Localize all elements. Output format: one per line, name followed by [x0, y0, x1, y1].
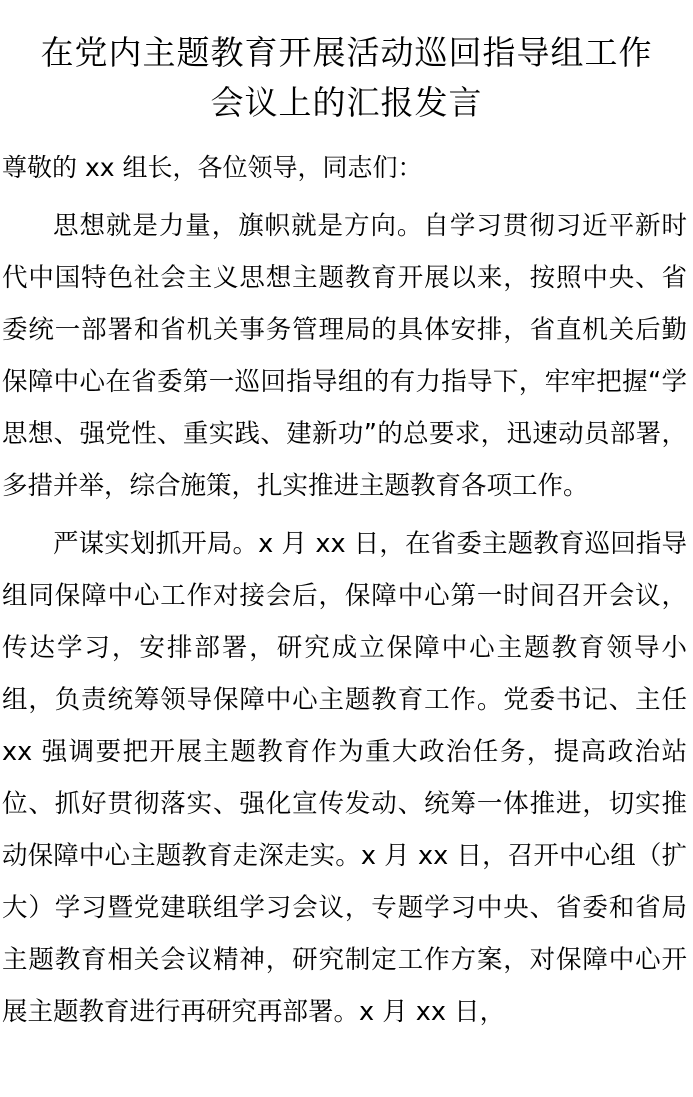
- title-line-2: 会议上的汇报发言: [210, 83, 483, 122]
- greeting: 尊敬的 xx 组长，各位领导，同志们：: [2, 153, 423, 182]
- document-title: [0, 0, 693, 128]
- title-line-1: 在党内主题教育开展活动巡回指导组工作: [40, 33, 653, 72]
- paragraph-intro: 思想就是力量，旗帜就是方向。自学习贯彻习近平新时代中国特色社会主义思想主题教育开展以来，按照中央、省委统一部署和省机关事务管理局的具体安排，省直机关后勤保障中心在省委第一巡回指导组的有力指导下，牢牢把握“学思想、强党性、重实践、建新功”的总要求，迅速动员部署，多措并举，综合施策，扎实推进主题教育各项工作。: [2, 211, 687, 501]
- paragraph-planning: 严谋实划抓开局。x 月 xx 日，在省委主题教育巡回指导组同保障中心工作对接会后，保障中心第一时间召开会议，传达学习，安排部署，研究成立保障中心主题教育领导小组，负责统筹领导保障中心主题教育工作。党委书记、主任 xx 强调要把开展主题教育作为重大政治任务，提高政治站位、抓好贯彻落实、强化宣传发动、统筹一体推进，切实推动保障中心主题教育走深走实。x 月 xx 日，召开中心组（扩大）学习暨党建联组学习会议，专题学习中央、省委和省局主题教育相关会议精神，研究制定工作方案，对保障中心开展主题教育进行再研究再部署。x 月 xx 日，: [2, 529, 687, 1027]
